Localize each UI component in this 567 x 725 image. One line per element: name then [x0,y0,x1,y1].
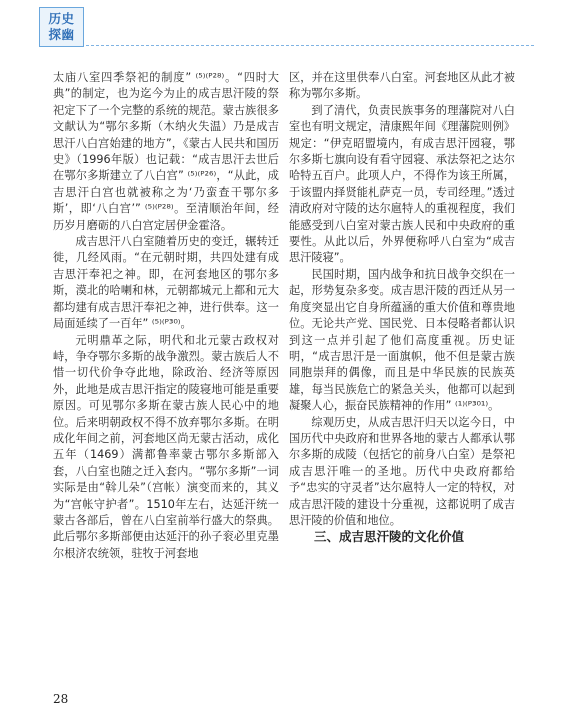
right-column [289,70,515,546]
header-divider [86,45,534,46]
paragraph: 综观历史，从成吉思汗归天以迄今日，中国历代中央政府和世界各地的蒙古人都承认鄂尔多斯的成陵（包括它的前身八白室）是祭祀成吉思汗唯一的圣地。历代中央政府都给予“忠实的守灵者”达尔扈特人一定的特权，对成吉思汗陵的建设十分重视，这都说明了成吉思汗陵的价值和地位。 [289,415,515,527]
paragraph: 成吉思汗八白室随着历史的变迁，辗转迁徙，几经风雨。“在元朝时期，共四处建有成吉思汗奉祀之神。即，在河套地区的鄂尔多斯，漠北的哈喇和林，元朝都城元上都和元大都均建有成吉思汗奉祀之神，进行供奉。这一局面延续了一百年” ⁽⁵⁾⁽ᴾ³⁰⁾。 [53,235,279,331]
left-column [53,70,279,562]
section-badge [39,7,84,47]
page-number: 28 [53,692,69,706]
paragraph: 太庙八室四季祭祀的制度” ⁽⁵⁾⁽ᴾ²⁸⁾。“四时大典”的制定，也为迄今为止的成吉思汗陵的祭祀定下了一个完整的系统的规范。蒙古族很多文献认为“鄂尔多斯（木纳火失温）乃是成吉思汗八白宫始建的地方”，《蒙古人民共和国历史》（1996年版）也记载：“成吉思汗去世后在鄂尔多斯建立了八白宫” ⁽⁵⁾⁽ᴾ²⁶⁾，“从此，成吉思汗白宫也就被称之为‘乃蛮查干鄂尔多斯’，即‘八白宫’” ⁽⁵⁾⁽ᴾ²⁸⁾。至清顺治年间，经历岁月磨砺的八白宫定居伊金霍洛。 [53,71,279,232]
badge-line-1: 历史 [48,11,75,26]
badge-line-2: 探幽 [48,27,75,42]
paragraph: 民国时期，国内战争和抗日战争交织在一起，形势复杂多变。成吉思汗陵的西迁从另一角度突显出它自身所蕴涵的重大价值和尊贵地位。无论共产党、国民党、日本侵略者都认识到这一点并引起了他们高度重视。历史证明，“成吉思汗是一面旗帜，他不但是蒙古族同胞崇拜的偶像，而且是中华民族的民族英雄，每当民族危亡的紧急关头，他都可以起到凝聚人心，振奋民族精神的作用” ⁽¹⁾⁽ᴾ³⁰¹⁾。 [289,267,515,413]
paragraph: 到了清代，负责民族事务的理藩院对八白室也有明文规定，清康熙年间《理藩院则例》规定：“伊克昭盟境内，有成吉思汗园寝，鄂尔多斯七旗向设有看守园寝、承法祭祀之达尔哈特五百户。此项人户，不得作为该王所属，于该盟内择贤能札萨克一员，专司经理。”透过清政府对守陵的达尔扈特人的重视程度，我们能感受到八白室对蒙古族人民和中央政府的重要性。从此以后，外界便称呼八白室为“成吉思汗陵寝”。 [289,103,515,265]
paragraph: 元明鼎革之际，明代和北元蒙古政权对峙，争夺鄂尔多斯的战争激烈。蒙古族后人不惜一切代价争夺此地，除政治、经济等原因外，此地是成吉思汗指定的陵寝地可能是重要原因。可见鄂尔多斯在蒙古族人民心中的地位。后来明朝政权不得不放弃鄂尔多斯。在明成化年间之前，河套地区尚无蒙古活动，成化五年（1469）满都鲁率蒙古鄂尔多斯部入套，八白室也随之迁入套内。“鄂尔多斯”一词实际是由“斡儿朵”（宫帐）演变而来的，其义为“宫帐守护者”。1510年左右，达延汗统一蒙古各部后，曾在八白室前举行盛大的祭典。此后鄂尔多斯部便由达延汗的孙子衮必里克墨尔根济农统领，驻牧于河套地 [53,333,279,560]
section-heading: 三、成吉思汗陵的文化价值 [314,529,465,545]
paragraph: 区，并在这里供奉八白室。河套地区从此才被称为鄂尔多斯。 [289,71,515,101]
